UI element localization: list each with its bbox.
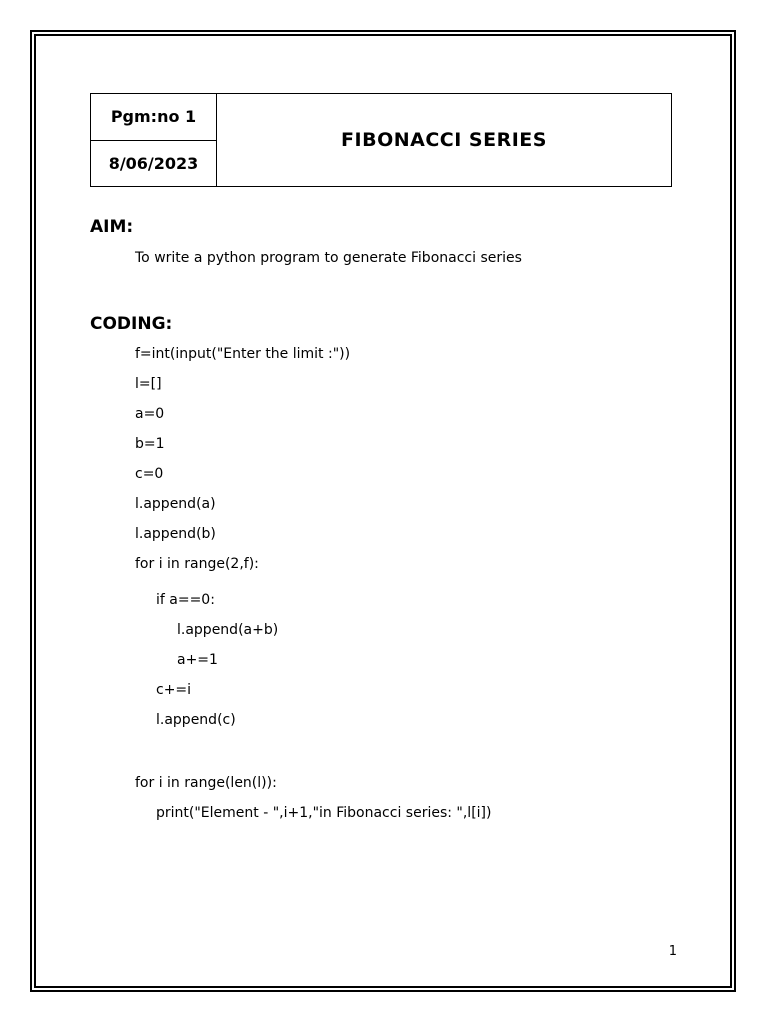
code-line: l.append(b) — [135, 526, 216, 542]
code-line: b=1 — [135, 436, 165, 452]
aim-heading: AIM: — [90, 217, 134, 237]
code-line: l.append(a+b) — [177, 622, 279, 638]
code-line: a=0 — [135, 406, 165, 422]
code-line: for i in range(2,f): — [135, 556, 259, 572]
code-line: c=0 — [135, 466, 164, 482]
header-left-column — [91, 94, 217, 186]
program-date: 8/06/2023 — [108, 153, 199, 173]
code-line: print("Element - ",i+1,"in Fibonacci series: ",l[i]) — [156, 805, 492, 821]
header-table — [90, 93, 672, 187]
code-line: a+=1 — [177, 652, 218, 668]
aim-text: To write a python program to generate Fibonacci series — [135, 250, 522, 266]
code-line: l=[] — [135, 376, 162, 392]
code-line: if a==0: — [156, 592, 215, 608]
code-line: f=int(input("Enter the limit :")) — [135, 346, 351, 362]
page-number: 1 — [668, 944, 677, 959]
code-line: for i in range(len(l)): — [135, 775, 277, 791]
code-line: l.append(a) — [135, 496, 216, 512]
page-title: FIBONACCI SERIES — [341, 129, 547, 151]
code-line: l.append(c) — [156, 712, 236, 728]
coding-heading: CODING: — [90, 314, 173, 334]
code-line: c+=i — [156, 682, 192, 698]
program-number: Pgm:no 1 — [91, 94, 216, 141]
